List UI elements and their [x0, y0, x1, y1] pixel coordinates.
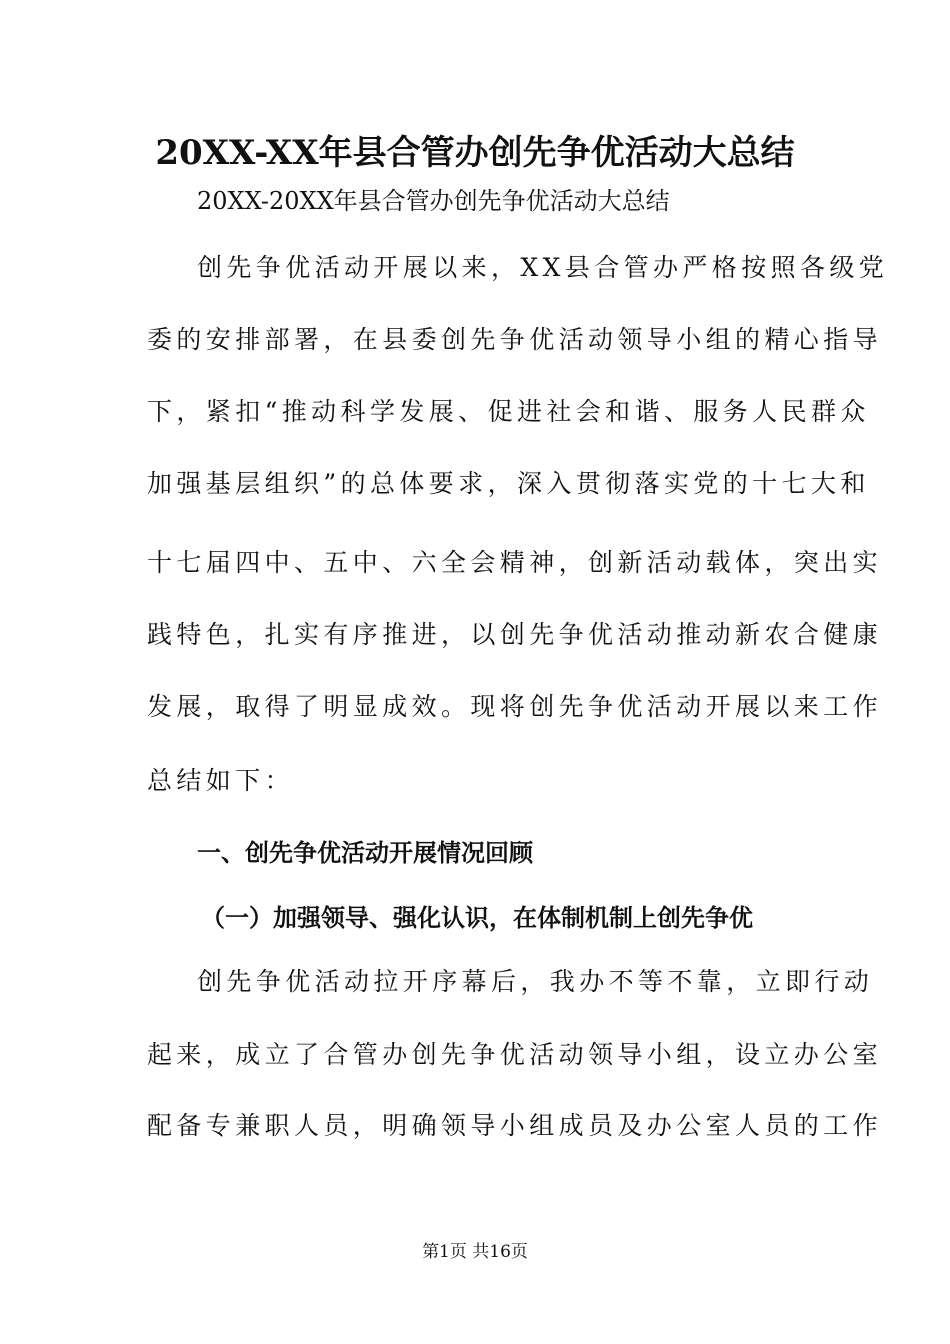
paragraph-2-line-1: 创先争优活动拉开序幕后，我办不等不靠，立即行动 [197, 967, 874, 996]
section-1-heading: 一、创先争优活动开展情况回顾 [197, 839, 533, 867]
document-title: 20XX-XX年县合管办创先争优活动大总结 [155, 133, 795, 173]
paragraph-1-line-4: 加强基层组织”的总体要求，深入贯彻落实党的十七大和 [147, 469, 870, 498]
paragraph-1-line-2: 委的安排部署，在县委创先争优活动领导小组的精心指导 [147, 325, 883, 354]
paragraph-1-line-1: 创先争优活动开展以来，XX县合管办严格按照各级党 [197, 253, 889, 282]
paragraph-1-line-6: 践特色，扎实有序推进，以创先争优活动推动新农合健康 [147, 620, 883, 649]
document-subtitle: 20XX-20XX年县合管办创先争优活动大总结 [197, 187, 670, 215]
paragraph-2-line-3: 配备专兼职人员，明确领导小组成员及办公室人员的工作 [147, 1111, 883, 1140]
subsection-1-heading: （一）加强领导、强化认识，在体制机制上创先争优 [201, 904, 753, 932]
paragraph-1-line-7: 发展，取得了明显成效。现将创先争优活动开展以来工作 [147, 692, 883, 721]
page-number-footer: 第1页 共16页 [422, 1242, 528, 1262]
paragraph-1-line-8: 总结如下： [147, 766, 295, 795]
paragraph-1-line-5: 十七届四中、五中、六全会精神，创新活动载体，突出实 [147, 548, 883, 577]
paragraph-1-line-3: 下，紧扣“推动科学发展、促进社会和谐、服务人民群众 [147, 397, 870, 426]
paragraph-2-line-2: 起来，成立了合管办创先争优活动领导小组，设立办公室 [147, 1040, 883, 1069]
